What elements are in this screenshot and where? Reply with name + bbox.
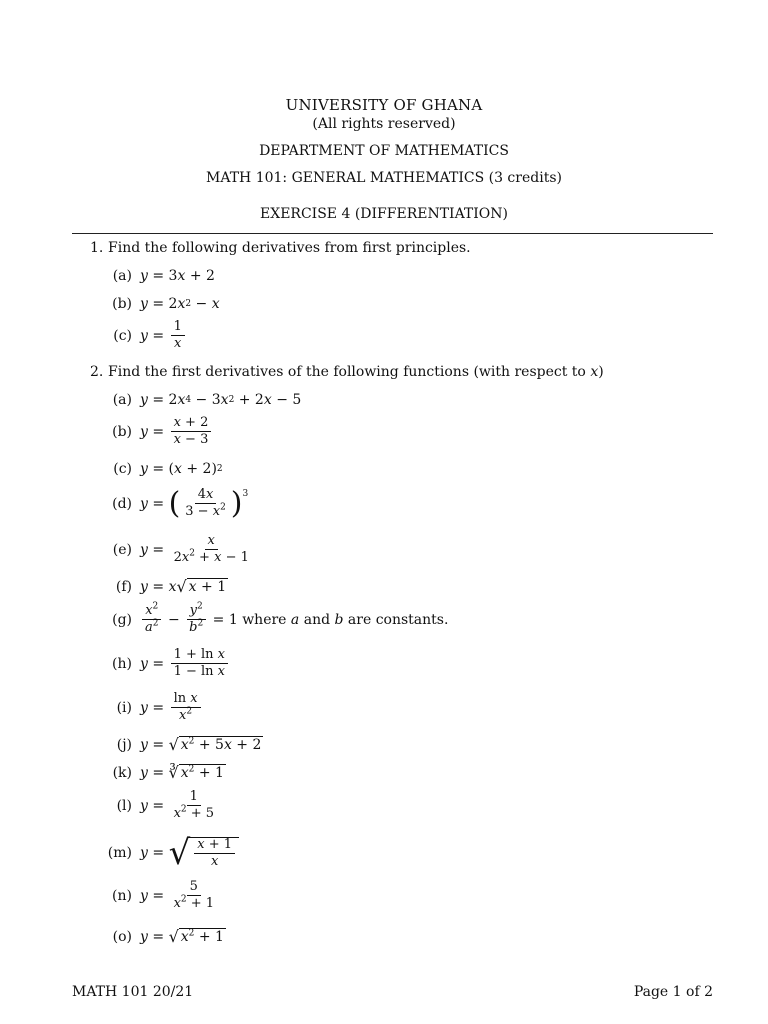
math-expression: y = 3 x + 2 [140, 268, 215, 284]
part-label: (n) [112, 887, 132, 904]
q2-part-l [80, 790, 219, 822]
math-expression: y = ( $\frac{4x}{3 - x^2}$ ) $^3$ [140, 485, 249, 521]
q2-part-j [80, 736, 263, 753]
question-number: 2. [90, 364, 104, 380]
math-expression: y = $\frac{5}{x^2 + 1}$ [140, 879, 215, 912]
q1-part-c [80, 320, 187, 352]
footer-page-number: Page 1 of 2 [633, 984, 713, 1000]
math-expression: y = 2 x 2 − x [140, 296, 220, 312]
math-expression: y = x √ x + 1 [140, 576, 227, 596]
part-label: (k) [112, 764, 132, 781]
part-label: (g) [112, 611, 132, 628]
math-expression: y = 2 x 4 − 3 x 2 + 2 x − 5 [140, 392, 302, 408]
university-name: UNIVERSITY OF GHANA [285, 96, 483, 114]
math-expression: y = √ $x^2 + 5x + 2$ [140, 734, 262, 754]
math-expression: y = $\frac{1}{x}$ [140, 320, 187, 352]
rights-notice: (All rights reserved) [312, 116, 456, 132]
footer-course-code: MATH 101 20/21 [72, 984, 194, 1000]
exercise-title: EXERCISE 4 (DIFFERENTIATION) [260, 206, 508, 222]
math-expression: y = ∛ $x^2 + 1$ [140, 762, 224, 782]
question-text: Find the first derivatives of the following functions (with respect to [108, 364, 586, 380]
part-label: (i) [116, 699, 132, 716]
department-name: DEPARTMENT OF MATHEMATICS [259, 143, 509, 159]
part-label: (e) [112, 541, 132, 558]
part-label: (m) [107, 845, 132, 861]
part-label: (b) [112, 296, 132, 312]
math-expression: $\frac{x^2}{a^2}$ − $\frac{y^2}{b^2}$ = 1 where a and b are constants. [140, 604, 448, 636]
part-label: (h) [112, 655, 132, 672]
question-variable: x [590, 364, 599, 380]
math-expression: y = ( x + 2) 2 [140, 461, 223, 477]
q2-part-n [80, 880, 219, 912]
part-label: (b) [112, 423, 132, 440]
math-expression: y = $\frac{\text{ln x}}{x^2}$ [140, 692, 203, 724]
q2-part-c [80, 461, 223, 477]
math-expression: y = $\frac{\text{1 + ln x}}{\text{1 − ln x}}$ [140, 648, 230, 680]
q2-part-i [80, 692, 203, 724]
q2-part-e [80, 534, 254, 566]
part-label: (d) [112, 495, 132, 512]
part-label: (a) [112, 392, 132, 408]
q2-part-m [80, 833, 239, 873]
part-label: (f) [115, 578, 132, 595]
part-label: (l) [116, 797, 132, 814]
math-expression: y = $\frac{1}{x^2 + 5}$ [140, 789, 215, 822]
q2-part-b [80, 416, 213, 448]
part-label: (a) [112, 268, 132, 284]
q2-part-g [80, 601, 449, 636]
part-label: (j) [116, 736, 132, 753]
q2-part-f [80, 578, 228, 595]
q2-part-h [80, 648, 230, 680]
q1-part-b [80, 296, 220, 312]
header-divider [72, 233, 713, 234]
part-label: (o) [112, 928, 132, 945]
q1-part-a [80, 268, 215, 284]
math-expression: y = $\frac{x + 2}{x - 3}$ [140, 416, 213, 448]
math-expression: y = $\frac{x}{2x^2 + x - 1}$ [140, 533, 249, 566]
part-label: (c) [113, 327, 132, 344]
q2-part-a [80, 392, 301, 408]
q2-part-k [80, 764, 226, 781]
part-label: (c) [113, 461, 132, 477]
math-expression: y = √ $\frac{x + 1}{x}$ [140, 836, 239, 870]
question-text: Find the following derivatives from first principles. [108, 240, 471, 256]
q2-part-d [80, 485, 249, 521]
question-text-end: ) [598, 364, 604, 380]
g-note-1: = 1 where [208, 611, 291, 628]
g-note-2: and [299, 611, 335, 628]
math-expression: y = √ $x^2 + 1$ [140, 926, 224, 946]
question-number: 1. [90, 240, 104, 256]
g-note-3: are constants. [343, 611, 449, 628]
q2-part-o [80, 928, 226, 945]
question-2 [90, 364, 604, 380]
question-1 [90, 240, 471, 256]
course-title: MATH 101: GENERAL MATHEMATICS (3 credits) [206, 170, 562, 186]
